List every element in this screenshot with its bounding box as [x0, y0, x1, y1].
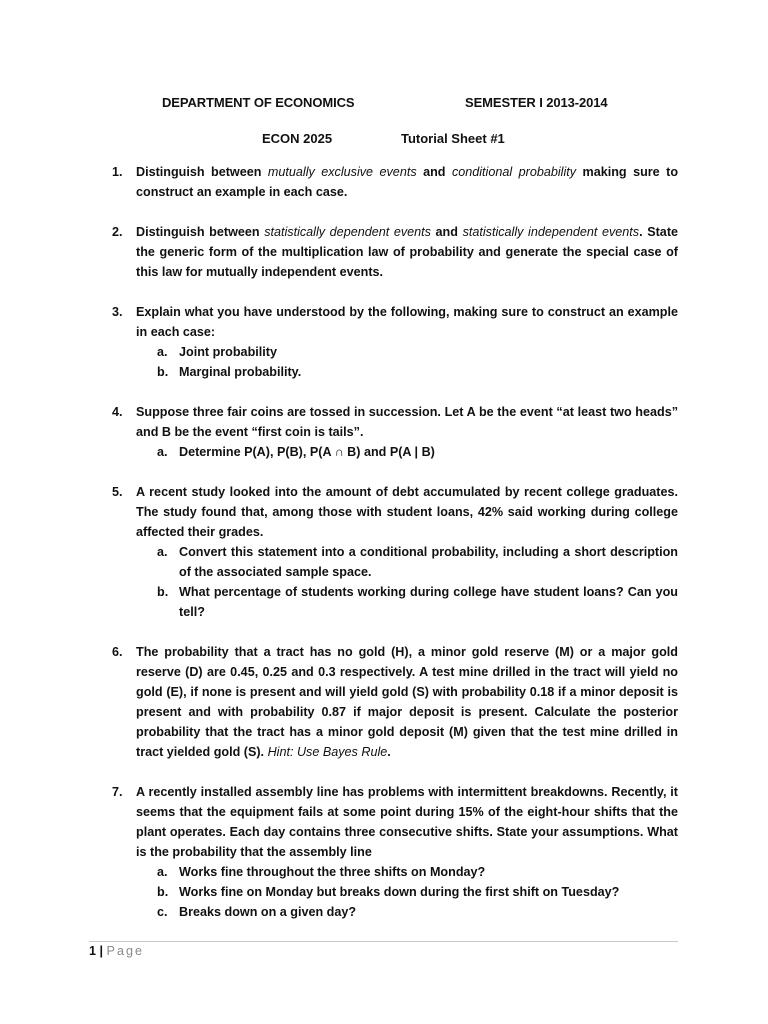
question-5 — [112, 482, 678, 622]
sub-question — [157, 342, 678, 362]
question-2 — [112, 222, 678, 282]
course-code: ECON 2025 — [262, 131, 333, 146]
semester-heading: SEMESTER I 2013-2014 — [465, 95, 608, 110]
question-text: Suppose three fair coins are tossed in succession. Let A be the event “at least two heads” and B be the event “first coin is tails”. — [136, 405, 678, 439]
question-text: A recently installed assembly line has problems with intermittent breakdowns. Recently, it seems that the equipment fails at some point during 15% of the eight-hour shifts that the plant operates. Each day contains three consecutive shifts. State your assumptions. What is the probability that the assembly line — [136, 785, 678, 859]
sub-question-label: b. — [157, 365, 169, 379]
question-1 — [112, 162, 678, 202]
department-heading: DEPARTMENT OF ECONOMICS — [162, 95, 355, 110]
sub-question-text: Works fine on Monday but breaks down during the first shift on Tuesday? — [179, 885, 620, 899]
page-footer — [89, 944, 144, 958]
sub-question-text: Determine P(A), P(B), P(A ∩ B) and P(A | B) — [179, 445, 435, 459]
text-span: Distinguish between — [136, 165, 268, 179]
question-number: 7. — [112, 785, 123, 799]
sub-question-list — [112, 862, 678, 922]
page-label: Page — [106, 944, 144, 958]
sub-question-text: Breaks down on a given day? — [179, 905, 357, 919]
question-text: A recent study looked into the amount of debt accumulated by recent college graduates. The study found that, among those with student loans, 42% said working during college affected their grades. — [136, 485, 678, 539]
sub-question-label: a. — [157, 865, 168, 879]
sub-question — [157, 442, 678, 462]
sub-question-label: b. — [157, 885, 169, 899]
sub-question-list — [112, 342, 678, 382]
text-span: . State the generic form of the multiplication law of probability and generate the special case of this law for mutually independent events. — [136, 225, 679, 279]
sub-question-text: What percentage of students working during college have student loans? Can you tell? — [179, 585, 678, 619]
italic-term: mutually exclusive events — [267, 165, 417, 179]
text-span: making sure to construct an example in each case. — [136, 165, 679, 199]
footer-separator: | — [99, 944, 104, 958]
question-4 — [112, 402, 678, 462]
sub-question-label: a. — [157, 345, 168, 359]
sub-question-text: Convert this statement into a conditional probability, including a short description of the associated sample space. — [179, 545, 678, 579]
text-span: and — [430, 225, 463, 239]
question-6 — [112, 642, 678, 762]
question-number: 6. — [112, 645, 123, 659]
italic-term: statistically dependent events — [264, 225, 431, 239]
sub-question-list — [112, 542, 678, 622]
question-text — [136, 642, 678, 762]
sub-question-text: Marginal probability. — [179, 365, 302, 379]
question-text — [136, 222, 678, 282]
sub-question-list — [112, 442, 678, 462]
sub-question — [157, 542, 678, 582]
sub-question-text: Joint probability — [179, 345, 277, 359]
footer-divider — [89, 941, 678, 942]
page-number: 1 — [89, 944, 97, 958]
question-7 — [112, 782, 678, 922]
sub-question-label: a. — [157, 545, 168, 559]
hint-text: Hint: Use Bayes Rule — [267, 745, 388, 759]
italic-term: conditional probability — [451, 165, 577, 179]
italic-term: statistically independent events — [462, 225, 640, 239]
sub-question — [157, 862, 678, 882]
question-3 — [112, 302, 678, 382]
question-number: 5. — [112, 485, 123, 499]
sub-question-text: Works fine throughout the three shifts on Monday? — [179, 865, 486, 879]
sub-question — [157, 902, 678, 922]
sub-question — [157, 362, 678, 382]
sub-question-label: a. — [157, 445, 168, 459]
question-number: 2. — [112, 225, 123, 239]
sub-question-label: c. — [157, 905, 168, 919]
text-span: and — [416, 165, 452, 179]
question-number: 1. — [112, 165, 123, 179]
question-text: Explain what you have understood by the following, making sure to construct an example in each case: — [136, 305, 678, 339]
question-number: 4. — [112, 405, 123, 419]
text-span: The probability that a tract has no gold (H), a minor gold reserve (M) or a major gold reserve (D) are 0.45, 0.25 and 0.3 respectively. A test mine drilled in the tract will yield no gold (E), if none is present and will yield gold (S) with probability 0.18 if a minor deposit is present and with probability 0.87 if major deposit is present. Calculate the posterior probability that the tract has a minor gold deposit (M) given that the test mine drilled in tract yielded gold (S). — [136, 645, 678, 759]
sheet-title: Tutorial Sheet #1 — [401, 131, 505, 146]
question-number: 3. — [112, 305, 123, 319]
text-span: . — [387, 745, 391, 759]
sub-question — [157, 882, 678, 902]
sub-question — [157, 582, 678, 622]
text-span: Distinguish between — [136, 225, 265, 239]
question-text — [136, 162, 678, 202]
sub-question-label: b. — [157, 585, 169, 599]
